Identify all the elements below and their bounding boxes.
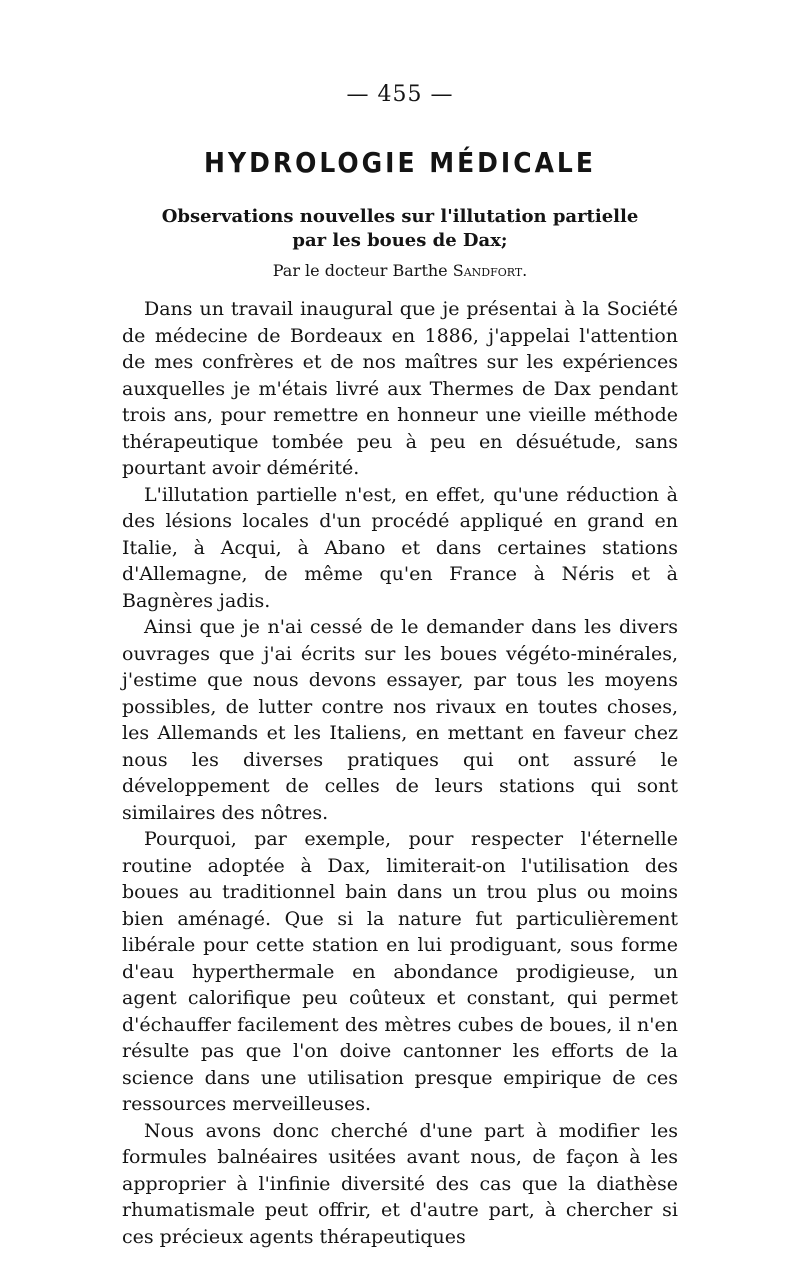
- article-title: [0, 205, 800, 253]
- article-title-line-1: Observations nouvelles sur l'illutation partielle: [161, 206, 639, 227]
- byline-prefix: Par le docteur Barthe: [272, 261, 453, 280]
- paragraph-4: Pourquoi, par exemple, pour respecter l'éternelle routine adoptée à Dax, limiterait-on l'utilisation des boues au traditionnel bain dans un trou plus ou moins bien aménagé. Que si la nature fut particulièrement libérale pour cette station en lui prodiguant, sous forme d'eau hyperthermale en abondance prodigieuse, un agent calorifique peu coûteux et constant, qui permet d'échauffer facilement des mètres cubes de boues, il n'en résulte pas que l'on doive cantonner les efforts de la science dans une utilisation presque empirique de ces ressources merveilleuses.: [122, 828, 678, 1115]
- paragraph-3: Ainsi que je n'ai cessé de le demander dans les divers ouvrages que j'ai écrits sur les boues végéto-minérales, j'estime que nous devons essayer, par tous les moyens possibles, de lutter contre nos rivaux en toutes choses, les Allemands et les Italiens, en mettant en faveur chez nous les diverses pratiques qui ont assuré le développement de celles de leurs stations qui sont similaires des nôtres.: [122, 616, 678, 824]
- article-body: [122, 296, 678, 1250]
- article-byline: [0, 261, 800, 280]
- section-title: HYDROLOGIE MÉDICALE: [204, 146, 596, 179]
- paragraph-2: L'illutation partielle n'est, en effet, qu'une réduction à des lésions locales d'un procédé appliqué en grand en Italie, à Acqui, à Abano et dans certaines stations d'Allemagne, de même qu'en France à Néris et à Bagnères jadis.: [122, 483, 678, 612]
- paragraph-1: Dans un travail inaugural que je présentai à la Société de médecine de Bordeaux en 1886, j'appelai l'attention de mes confrères et de nos maîtres sur les expériences auxquelles je m'étais livré aux Thermes de Dax pendant trois ans, pour remettre en honneur une vieille méthode thérapeutique tombée peu à peu en désuétude, sans pourtant avoir démérité.: [122, 298, 678, 479]
- byline-author: Sandfort.: [452, 261, 528, 280]
- paragraph-5: Nous avons donc cherché d'une part à modifier les formules balnéaires usitées avant nous, de façon à les approprier à l'infinie diversité des cas que la diathèse rhumatismale peut offrir, et d'autre part, à chercher si ces précieux agents thérapeutiques: [122, 1119, 678, 1248]
- article-title-line-2: par les boues de Dax;: [292, 230, 508, 251]
- page-number: — 455 —: [346, 82, 454, 107]
